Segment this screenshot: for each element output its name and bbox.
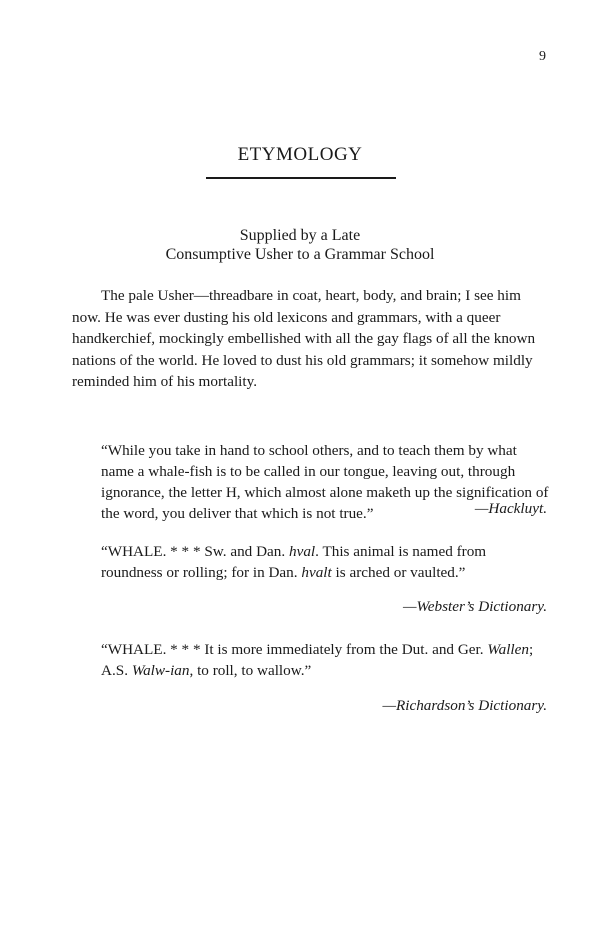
quote-richardson-italic: Walw-ian [131,662,190,679]
title-underline [206,177,396,179]
attribution-richardson: —Richardson’s Dictionary. [382,697,547,714]
quote-hackluyt: “While you take in hand to school others, and to teach them by what name a whale-fish is to be called in our tongue, leaving out, through ignorance, the letter H, which almost alone maketh up the signification of the word, you deliver that which is not true.” [101,442,549,522]
quote-webster-italic: hvalt [301,564,332,581]
quote-richardson-text: , to roll, to wallow.” [189,662,312,679]
subtitle-line-1: Supplied by a Late [239,227,361,244]
chapter-subtitle [0,226,600,264]
attribution-hackluyt: —Hackluyt. [474,500,547,517]
intro-paragraph: The pale Usher—threadbare in coat, heart, body, and brain; I see him now. He was ever dusting his old lexicons and grammars, with a queer handkerchief, mockingly embellished with all the gay flags of all the known nations of the world. He loved to dust his old grammars; it somehow mildly reminded him of his mortality. [72,287,536,390]
subtitle-line-2: Consumptive Usher to a Grammar School [165,246,435,263]
quote-webster-text: “WHALE. * * * Sw. and Dan. [101,543,289,560]
quote-webster-text: . This animal is named from roundness or rolling; for in Dan. [101,543,487,581]
quote-richardson-text: “WHALE. * * * It is more immediately from the Dut. and Ger. [101,641,488,658]
chapter-title: ETYMOLOGY [237,144,363,165]
quote-richardson-text: ; A.S. [101,641,534,679]
quote-webster-italic: hval [288,543,316,560]
page-number: 9 [539,49,546,64]
quote-webster-text: is arched or vaulted.” [331,564,466,581]
attribution-webster: —Webster’s Dictionary. [402,598,547,615]
quote-webster [101,541,549,583]
quote-richardson [101,639,549,681]
quote-richardson-italic: Wallen [487,641,529,658]
